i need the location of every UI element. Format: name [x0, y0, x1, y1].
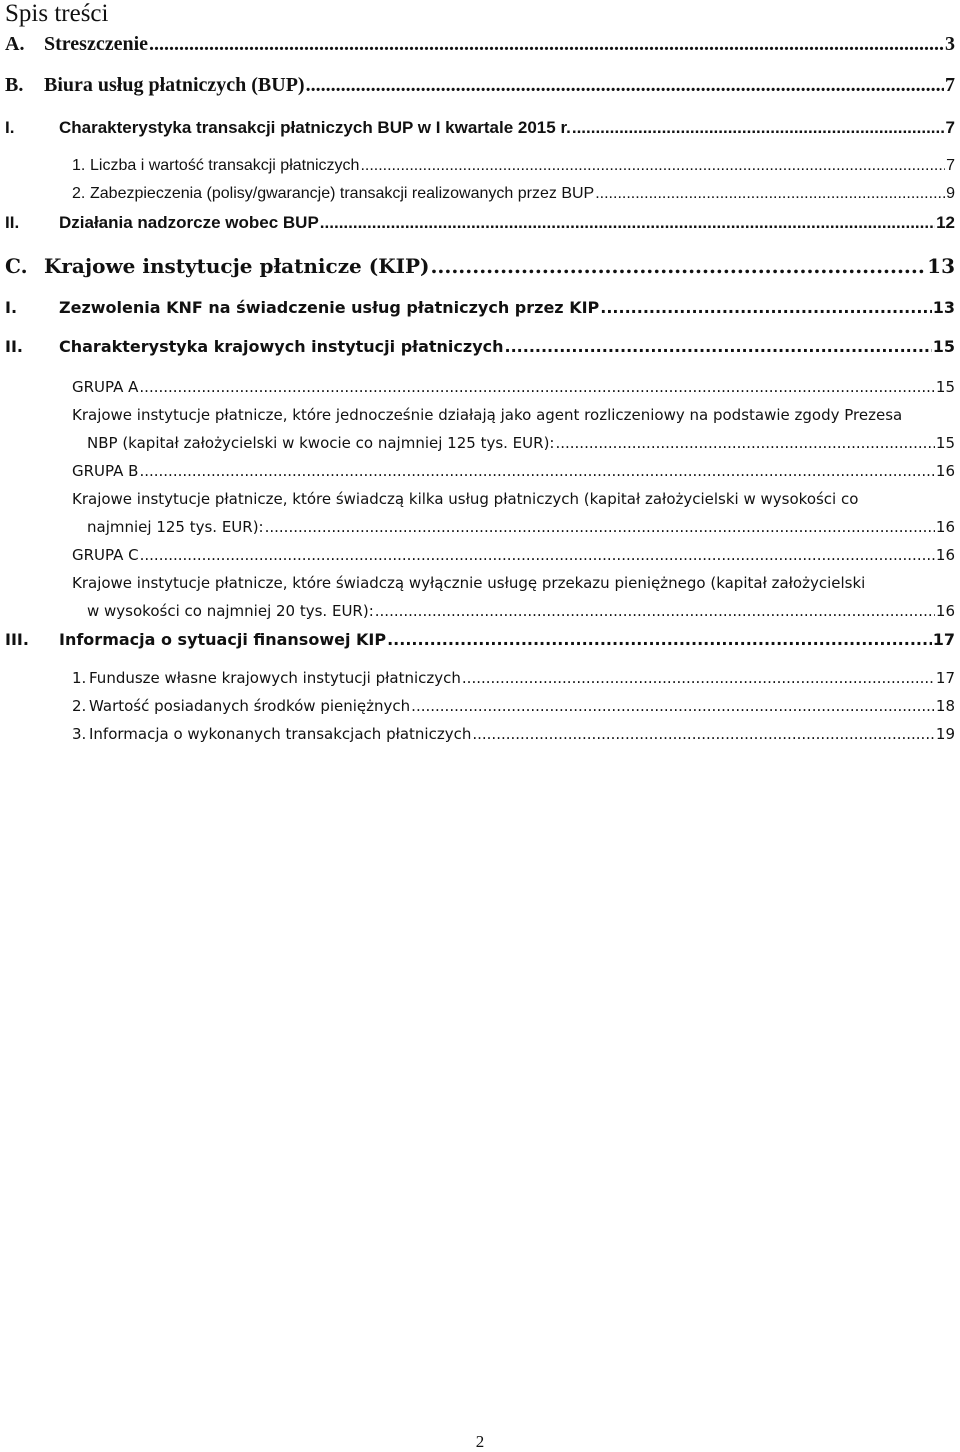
toc-entry-text: Biura usług płatniczych (BUP): [44, 74, 305, 96]
toc-entry-text: najmniej 125 tys. EUR):: [87, 518, 264, 536]
dot-leader: [472, 725, 935, 743]
toc-entry-text: GRUPA A: [72, 378, 139, 396]
toc-entry[interactable]: [59, 298, 955, 317]
toc-entry-page: 18: [935, 697, 955, 715]
toc-entry-number: I.: [5, 298, 18, 317]
toc-entry-text: GRUPA C: [72, 546, 139, 564]
toc-entry-page: 15: [935, 378, 955, 396]
toc-entry-page: 9: [946, 185, 955, 202]
toc-entry-text: Liczba i wartość transakcji płatniczych: [90, 157, 360, 174]
dot-leader: [140, 546, 935, 564]
toc-entry-number: II.: [5, 337, 23, 356]
toc-entry-page: 17: [935, 669, 955, 687]
toc-entry-text: Charakterystyka krajowych instytucji płatniczych: [59, 337, 504, 356]
toc-entry-text: GRUPA B: [72, 462, 139, 480]
toc-entry-page: 16: [935, 602, 955, 620]
toc-entry-page: 15: [935, 434, 955, 452]
dot-leader: [306, 74, 944, 97]
dot-leader: [149, 33, 944, 56]
toc-entry-number: I.: [5, 118, 15, 137]
toc-entry[interactable]: [89, 697, 955, 715]
toc-entry[interactable]: [59, 630, 955, 649]
toc-entry-page: 13: [932, 298, 955, 317]
toc-entry-number: 2.: [72, 697, 87, 715]
toc-entry[interactable]: [89, 669, 955, 687]
dot-leader: [139, 378, 935, 396]
toc-entry-page: 15: [932, 337, 955, 356]
toc-entry[interactable]: [90, 185, 955, 203]
toc-entry-number: 1.: [72, 669, 87, 687]
toc-entry-text: Krajowe instytucje płatnicze (KIP): [44, 254, 430, 278]
dot-leader: [572, 118, 945, 138]
toc-entry[interactable]: [87, 602, 955, 620]
toc-entry-number: 1.: [72, 157, 86, 174]
dot-leader: [505, 337, 932, 356]
toc-entry-text: Zezwolenia KNF na świadczenie usług płatniczych przez KIP: [59, 298, 600, 317]
toc-entry-text: w wysokości co najmniej 20 tys. EUR):: [87, 602, 374, 620]
toc-entry[interactable]: [72, 546, 955, 564]
toc-entry-text-line: Krajowe instytucje płatnicze, które świadczą kilka usług płatniczych (kapitał założycielski w wysokości co: [72, 490, 859, 508]
toc-entry[interactable]: [44, 254, 955, 278]
toc-entry[interactable]: [44, 74, 955, 97]
toc-entry-number: 2.: [72, 185, 86, 202]
toc-entry-text: Wartość posiadanych środków pieniężnych: [89, 697, 411, 715]
toc-entry-text-line: Krajowe instytucje płatnicze, które jednocześnie działają jako agent rozliczeniowy na podstawie zgody Prezesa: [72, 406, 903, 424]
toc-entry[interactable]: [87, 434, 955, 452]
toc-entry-text: Informacja o sytuacji finansowej KIP: [59, 630, 387, 649]
toc-entry-page: 17: [932, 630, 955, 649]
toc-entry-text: Działania nadzorcze wobec BUP: [59, 213, 319, 232]
toc-entry-page: 13: [927, 254, 955, 278]
toc-entry-number: III.: [5, 630, 29, 649]
dot-leader: [375, 602, 935, 620]
toc-entry-page: 16: [935, 546, 955, 564]
toc-entry-number: A.: [5, 33, 25, 55]
toc-entry[interactable]: [72, 378, 955, 396]
toc-entry-text: NBP (kapitał założycielski w kwocie co najmniej 125 tys. EUR):: [87, 434, 555, 452]
toc-entry-text: Charakterystyka transakcji płatniczych BUP w I kwartale 2015 r.: [59, 118, 571, 137]
toc-entry-page: 7: [945, 74, 955, 96]
toc-entry-page: 16: [935, 462, 955, 480]
toc-entry-text: Fundusze własne krajowych instytucji płatniczych: [89, 669, 461, 687]
toc-entry[interactable]: [59, 337, 955, 356]
toc-entry[interactable]: [72, 462, 955, 480]
toc-entry[interactable]: [59, 213, 955, 233]
dot-leader: [555, 434, 934, 452]
dot-leader: [430, 254, 926, 278]
toc-entry-page: 7: [946, 157, 955, 174]
toc-entry-number: C.: [5, 254, 28, 278]
toc-entry-number: 3.: [72, 725, 87, 743]
toc-entry-text: Informacja o wykonanych transakcjach płatniczych: [89, 725, 472, 743]
toc-entry-number: B.: [5, 74, 24, 96]
dot-leader: [595, 185, 945, 203]
dot-leader: [360, 157, 945, 175]
toc-entry-page: 3: [945, 33, 955, 55]
toc-entry-page: 12: [936, 213, 955, 232]
dot-leader: [387, 630, 932, 649]
toc-entry-text: Streszczenie: [44, 33, 149, 55]
dot-leader: [320, 213, 935, 233]
toc-entry-page: 19: [935, 725, 955, 743]
dot-leader: [600, 298, 931, 317]
dot-leader: [265, 518, 935, 536]
dot-leader: [411, 697, 935, 715]
toc-entry-number: II.: [5, 213, 20, 232]
toc-entry[interactable]: [89, 725, 955, 743]
dot-leader: [462, 669, 935, 687]
toc-entry-text: Zabezpieczenia (polisy/gwarancje) transakcji realizowanych przez BUP: [90, 185, 595, 202]
toc-entry[interactable]: [87, 518, 955, 536]
toc-entry-page: 16: [935, 518, 955, 536]
toc-entry[interactable]: [90, 157, 955, 175]
dot-leader: [139, 462, 934, 480]
toc-entry-page: 7: [945, 118, 955, 137]
page-number: 2: [475, 1432, 485, 1451]
toc-entry-text-line: Krajowe instytucje płatnicze, które świadczą wyłącznie usługę przekazu pieniężnego (kapitał założycielski: [72, 574, 866, 592]
toc-entry[interactable]: [59, 118, 955, 138]
toc-title: Spis treści: [5, 0, 109, 27]
toc-entry[interactable]: [44, 33, 955, 56]
